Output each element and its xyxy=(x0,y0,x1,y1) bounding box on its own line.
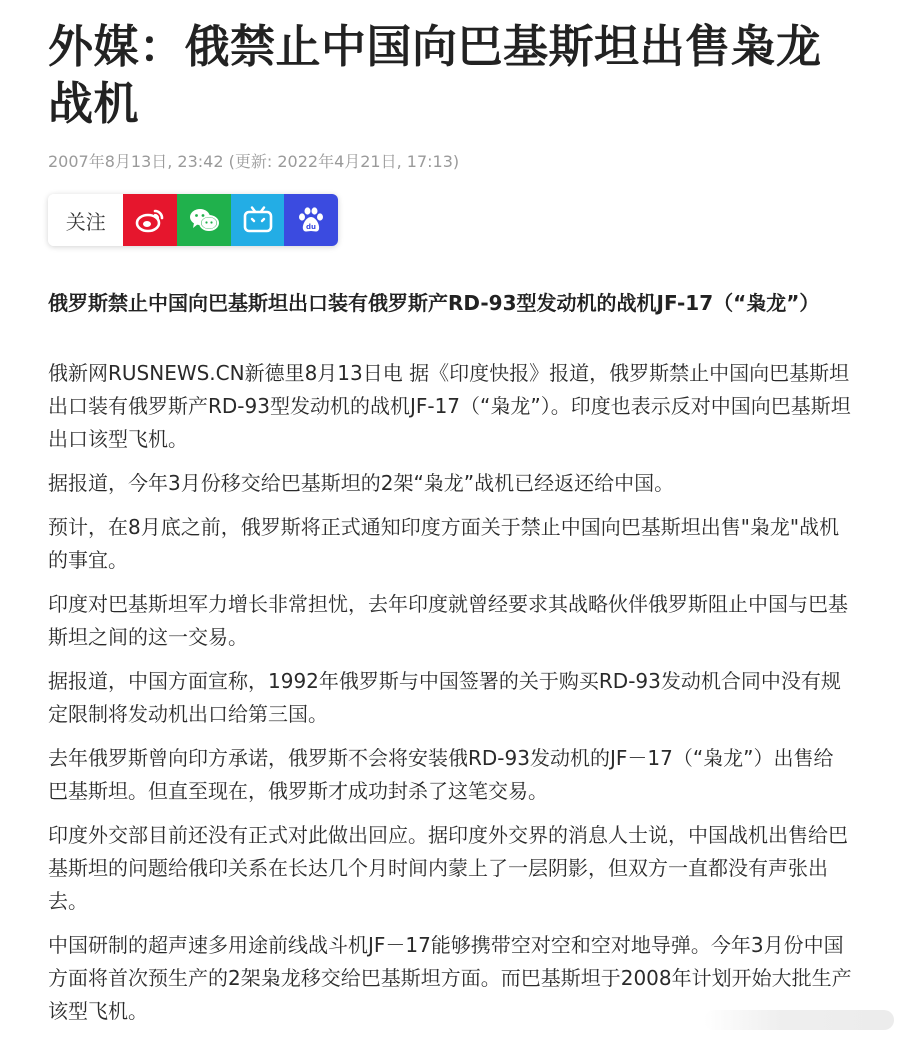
article-paragraph: 印度对巴基斯坦军力增长非常担忧，去年印度就曾经要求其战略伙伴俄罗斯阻止中国与巴基斯坦之间的这一交易。 xyxy=(48,592,848,649)
article-body xyxy=(48,357,858,1028)
wechat-icon xyxy=(188,206,220,234)
article xyxy=(48,18,858,1039)
baidu-share-button[interactable] xyxy=(284,194,338,246)
weibo-icon xyxy=(134,206,166,234)
article-paragraph: 印度外交部目前还没有正式对此做出回应。据印度外交界的消息人士说，中国战机出售给巴基斯坦的问题给俄印关系在长达几个月时间内蒙上了一层阴影，但双方一直都没有声张出去。 xyxy=(48,823,848,913)
svg-text:du: du xyxy=(306,223,317,231)
article-paragraph: 据报道，中国方面宣称，1992年俄罗斯与中国签署的关于购买RD-93发动机合同中没有规定限制将发动机出口给第三国。 xyxy=(48,669,841,726)
watermark-mark xyxy=(704,1010,894,1030)
article-lead: 俄罗斯禁止中国向巴基斯坦出口装有俄罗斯产RD-93型发动机的战机JF-17（“枭龙”） xyxy=(48,291,820,315)
article-paragraph: 俄新网RUSNEWS.CN新德里8月13日电 据《印度快报》报道，俄罗斯禁止中国向巴基斯坦出口装有俄罗斯产RD-93型发动机的战机JF-17（“枭龙”）。印度也表示反对中国向巴基斯坦出口该型飞机。 xyxy=(48,361,851,451)
article-paragraph: 预计，在8月底之前，俄罗斯将正式通知印度方面关于禁止中国向巴基斯坦出售"枭龙"战机的事宜。 xyxy=(48,515,840,572)
article-paragraph: 中国研制的超声速多用途前线战斗机JF－17能够携带空对空和空对地导弹。今年3月份中国方面将首次预生产的2架枭龙移交给巴基斯坦方面。而巴基斯坦于2008年计划开始大批生产该型飞机。 xyxy=(48,933,852,1023)
article-meta-date: 2007年8月13日, 23:42 (更新: 2022年4月21日, 17:13) xyxy=(48,152,460,171)
bilibili-share-button[interactable] xyxy=(231,194,285,246)
baidu-icon xyxy=(295,205,327,235)
article-title: 外媒：俄禁止中国向巴基斯坦出售枭龙战机 xyxy=(48,20,822,130)
bilibili-icon xyxy=(242,206,274,234)
article-paragraph: 据报道，今年3月份移交给巴基斯坦的2架“枭龙”战机已经返还给中国。 xyxy=(48,471,675,495)
wechat-share-button[interactable] xyxy=(177,194,231,246)
weibo-share-button[interactable] xyxy=(123,194,177,246)
follow-button[interactable]: 关注 xyxy=(48,194,123,246)
watermark xyxy=(684,1007,894,1033)
article-paragraph: 去年俄罗斯曾向印方承诺，俄罗斯不会将安装俄RD-93发动机的JF－17（“枭龙”）出售给巴基斯坦。但直至现在，俄罗斯才成功封杀了这笔交易。 xyxy=(48,746,834,803)
share-bar xyxy=(48,194,338,246)
